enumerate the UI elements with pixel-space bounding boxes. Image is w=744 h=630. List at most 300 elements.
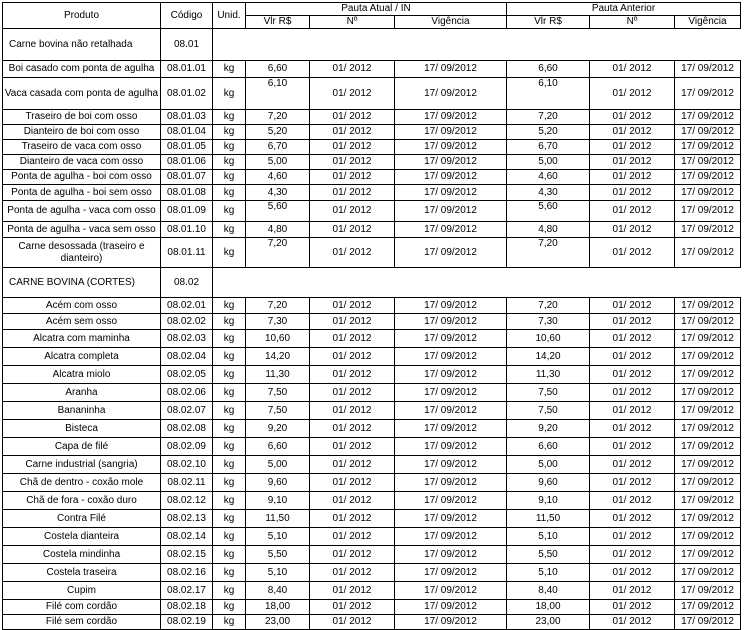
cell-unid: kg bbox=[213, 420, 246, 438]
cell-vigencia-anterior: 17/ 09/2012 bbox=[675, 528, 741, 546]
cell-produto: Aranha bbox=[3, 384, 161, 402]
cell-vlr-anterior: 7,30 bbox=[507, 314, 590, 330]
cell-codigo: 08.01.05 bbox=[161, 140, 213, 155]
cell-vlr-anterior: 6,10 bbox=[507, 78, 590, 110]
cell-vigencia-atual: 17/ 09/2012 bbox=[395, 78, 507, 110]
cell-vigencia-anterior: 17/ 09/2012 bbox=[675, 78, 741, 110]
col-codigo: Código bbox=[161, 3, 213, 29]
cell-num-anterior: 01/ 2012 bbox=[590, 201, 675, 222]
cell-unid: kg bbox=[213, 314, 246, 330]
cell-vlr-atual: 10,60 bbox=[246, 330, 310, 348]
cell-codigo: 08.01.11 bbox=[161, 238, 213, 268]
cell-codigo: 08.02.02 bbox=[161, 314, 213, 330]
table-row bbox=[3, 61, 741, 78]
cell-vigencia-anterior: 17/ 09/2012 bbox=[675, 402, 741, 420]
cell-vigencia-anterior: 17/ 09/2012 bbox=[675, 140, 741, 155]
cell-codigo: 08.01.09 bbox=[161, 201, 213, 222]
cell-vlr-atual: 5,00 bbox=[246, 155, 310, 170]
cell-vlr-atual: 6,60 bbox=[246, 61, 310, 78]
cell-vigencia-atual: 17/ 09/2012 bbox=[395, 155, 507, 170]
cell-vigencia-atual: 17/ 09/2012 bbox=[395, 492, 507, 510]
table-row bbox=[3, 222, 741, 238]
col-vlr-anterior: Vlr R$ bbox=[507, 16, 590, 29]
cell-num-atual: 01/ 2012 bbox=[310, 366, 395, 384]
cell-vigencia-anterior: 17/ 09/2012 bbox=[675, 546, 741, 564]
cell-codigo: 08.02.14 bbox=[161, 528, 213, 546]
cell-num-atual: 01/ 2012 bbox=[310, 615, 395, 630]
table-row bbox=[3, 155, 741, 170]
cell-num-atual: 01/ 2012 bbox=[310, 201, 395, 222]
cell-vigencia-atual: 17/ 09/2012 bbox=[395, 474, 507, 492]
cell-codigo: 08.02.07 bbox=[161, 402, 213, 420]
section-header-row bbox=[3, 29, 741, 61]
cell-num-anterior: 01/ 2012 bbox=[590, 546, 675, 564]
cell-num-anterior: 01/ 2012 bbox=[590, 474, 675, 492]
col-num-anterior: Nº bbox=[590, 16, 675, 29]
cell-vlr-atual: 9,10 bbox=[246, 492, 310, 510]
section-blank bbox=[213, 268, 741, 298]
cell-unid: kg bbox=[213, 600, 246, 615]
cell-produto: Costela dianteira bbox=[3, 528, 161, 546]
cell-vigencia-anterior: 17/ 09/2012 bbox=[675, 201, 741, 222]
section-header-row bbox=[3, 268, 741, 298]
table-row bbox=[3, 492, 741, 510]
cell-num-anterior: 01/ 2012 bbox=[590, 298, 675, 314]
cell-vigencia-atual: 17/ 09/2012 bbox=[395, 140, 507, 155]
cell-vlr-atual: 4,80 bbox=[246, 222, 310, 238]
cell-num-anterior: 01/ 2012 bbox=[590, 600, 675, 615]
cell-produto: Chã de fora - coxão duro bbox=[3, 492, 161, 510]
cell-vlr-atual: 7,50 bbox=[246, 402, 310, 420]
cell-vigencia-atual: 17/ 09/2012 bbox=[395, 314, 507, 330]
cell-unid: kg bbox=[213, 474, 246, 492]
cell-unid: kg bbox=[213, 238, 246, 268]
table-row bbox=[3, 582, 741, 600]
cell-num-anterior: 01/ 2012 bbox=[590, 582, 675, 600]
cell-vigencia-anterior: 17/ 09/2012 bbox=[675, 110, 741, 125]
cell-vlr-atual: 7,20 bbox=[246, 298, 310, 314]
cell-vlr-anterior: 11,30 bbox=[507, 366, 590, 384]
cell-vigencia-anterior: 17/ 09/2012 bbox=[675, 582, 741, 600]
cell-codigo: 08.02.01 bbox=[161, 298, 213, 314]
table-row bbox=[3, 384, 741, 402]
section-blank bbox=[213, 29, 741, 61]
cell-unid: kg bbox=[213, 456, 246, 474]
cell-codigo: 08.02.12 bbox=[161, 492, 213, 510]
cell-num-anterior: 01/ 2012 bbox=[590, 155, 675, 170]
cell-codigo: 08.01.07 bbox=[161, 170, 213, 185]
cell-num-anterior: 01/ 2012 bbox=[590, 348, 675, 366]
cell-vigencia-anterior: 17/ 09/2012 bbox=[675, 564, 741, 582]
table-header bbox=[3, 3, 741, 29]
table-row bbox=[3, 348, 741, 366]
cell-num-anterior: 01/ 2012 bbox=[590, 528, 675, 546]
cell-vigencia-atual: 17/ 09/2012 bbox=[395, 348, 507, 366]
cell-produto: Chã de dentro - coxão mole bbox=[3, 474, 161, 492]
cell-num-atual: 01/ 2012 bbox=[310, 600, 395, 615]
cell-num-anterior: 01/ 2012 bbox=[590, 222, 675, 238]
cell-unid: kg bbox=[213, 510, 246, 528]
cell-vigencia-atual: 17/ 09/2012 bbox=[395, 366, 507, 384]
cell-produto: Acém com osso bbox=[3, 298, 161, 314]
section-title: Carne bovina não retalhada bbox=[3, 29, 161, 61]
cell-vigencia-anterior: 17/ 09/2012 bbox=[675, 348, 741, 366]
cell-unid: kg bbox=[213, 222, 246, 238]
cell-vlr-anterior: 5,00 bbox=[507, 456, 590, 474]
cell-num-atual: 01/ 2012 bbox=[310, 492, 395, 510]
table-row bbox=[3, 125, 741, 140]
cell-produto: Traseiro de boi com osso bbox=[3, 110, 161, 125]
cell-produto: Filé sem cordão bbox=[3, 615, 161, 630]
cell-vigencia-anterior: 17/ 09/2012 bbox=[675, 384, 741, 402]
cell-codigo: 08.01.02 bbox=[161, 78, 213, 110]
table-row bbox=[3, 238, 741, 268]
cell-num-atual: 01/ 2012 bbox=[310, 170, 395, 185]
cell-unid: kg bbox=[213, 384, 246, 402]
cell-vlr-anterior: 6,60 bbox=[507, 61, 590, 78]
cell-vlr-anterior: 14,20 bbox=[507, 348, 590, 366]
cell-vigencia-anterior: 17/ 09/2012 bbox=[675, 125, 741, 140]
cell-codigo: 08.01.04 bbox=[161, 125, 213, 140]
cell-vigencia-atual: 17/ 09/2012 bbox=[395, 185, 507, 201]
cell-num-atual: 01/ 2012 bbox=[310, 582, 395, 600]
cell-codigo: 08.02.10 bbox=[161, 456, 213, 474]
cell-codigo: 08.02.05 bbox=[161, 366, 213, 384]
cell-vlr-atual: 7,20 bbox=[246, 110, 310, 125]
cell-vlr-anterior: 9,10 bbox=[507, 492, 590, 510]
cell-vlr-atual: 5,10 bbox=[246, 528, 310, 546]
table-row bbox=[3, 366, 741, 384]
cell-codigo: 08.02.08 bbox=[161, 420, 213, 438]
cell-vlr-anterior: 5,60 bbox=[507, 201, 590, 222]
cell-codigo: 08.01.03 bbox=[161, 110, 213, 125]
cell-produto: Ponta de agulha - vaca com osso bbox=[3, 201, 161, 222]
cell-unid: kg bbox=[213, 366, 246, 384]
cell-vigencia-atual: 17/ 09/2012 bbox=[395, 330, 507, 348]
cell-produto: Vaca casada com ponta de agulha bbox=[3, 78, 161, 110]
cell-num-anterior: 01/ 2012 bbox=[590, 78, 675, 110]
section-code: 08.01 bbox=[161, 29, 213, 61]
cell-num-atual: 01/ 2012 bbox=[310, 125, 395, 140]
cell-unid: kg bbox=[213, 61, 246, 78]
cell-vlr-atual: 6,60 bbox=[246, 438, 310, 456]
table-row bbox=[3, 402, 741, 420]
cell-vlr-anterior: 7,50 bbox=[507, 384, 590, 402]
cell-num-atual: 01/ 2012 bbox=[310, 110, 395, 125]
cell-num-anterior: 01/ 2012 bbox=[590, 110, 675, 125]
cell-vigencia-atual: 17/ 09/2012 bbox=[395, 110, 507, 125]
cell-vlr-anterior: 23,00 bbox=[507, 615, 590, 630]
cell-vlr-atual: 5,00 bbox=[246, 456, 310, 474]
cell-vlr-atual: 7,20 bbox=[246, 238, 310, 268]
cell-vigencia-anterior: 17/ 09/2012 bbox=[675, 510, 741, 528]
cell-vigencia-atual: 17/ 09/2012 bbox=[395, 564, 507, 582]
cell-vigencia-atual: 17/ 09/2012 bbox=[395, 600, 507, 615]
cell-vlr-anterior: 10,60 bbox=[507, 330, 590, 348]
cell-num-anterior: 01/ 2012 bbox=[590, 456, 675, 474]
cell-vigencia-anterior: 17/ 09/2012 bbox=[675, 155, 741, 170]
cell-num-atual: 01/ 2012 bbox=[310, 298, 395, 314]
table-row bbox=[3, 330, 741, 348]
cell-num-anterior: 01/ 2012 bbox=[590, 564, 675, 582]
cell-vigencia-atual: 17/ 09/2012 bbox=[395, 528, 507, 546]
cell-num-anterior: 01/ 2012 bbox=[590, 185, 675, 201]
table-row bbox=[3, 528, 741, 546]
cell-vigencia-atual: 17/ 09/2012 bbox=[395, 546, 507, 564]
cell-vlr-anterior: 5,10 bbox=[507, 528, 590, 546]
cell-vigencia-atual: 17/ 09/2012 bbox=[395, 61, 507, 78]
cell-vigencia-anterior: 17/ 09/2012 bbox=[675, 330, 741, 348]
cell-produto: Traseiro de vaca com osso bbox=[3, 140, 161, 155]
cell-produto: Alcatra miolo bbox=[3, 366, 161, 384]
cell-vlr-atual: 7,30 bbox=[246, 314, 310, 330]
table-row bbox=[3, 185, 741, 201]
cell-vlr-atual: 23,00 bbox=[246, 615, 310, 630]
table-row bbox=[3, 201, 741, 222]
cell-codigo: 08.02.13 bbox=[161, 510, 213, 528]
cell-produto: Dianteiro de vaca com osso bbox=[3, 155, 161, 170]
cell-vlr-anterior: 7,20 bbox=[507, 110, 590, 125]
cell-codigo: 08.02.06 bbox=[161, 384, 213, 402]
cell-unid: kg bbox=[213, 582, 246, 600]
table-row bbox=[3, 600, 741, 615]
group-pauta-anterior: Pauta Anterior bbox=[507, 3, 741, 16]
cell-vlr-anterior: 5,20 bbox=[507, 125, 590, 140]
cell-vlr-anterior: 4,80 bbox=[507, 222, 590, 238]
cell-vigencia-anterior: 17/ 09/2012 bbox=[675, 314, 741, 330]
table-row bbox=[3, 474, 741, 492]
cell-vigencia-atual: 17/ 09/2012 bbox=[395, 510, 507, 528]
cell-vlr-atual: 5,20 bbox=[246, 125, 310, 140]
cell-num-atual: 01/ 2012 bbox=[310, 78, 395, 110]
cell-unid: kg bbox=[213, 492, 246, 510]
cell-unid: kg bbox=[213, 528, 246, 546]
cell-produto: Cupim bbox=[3, 582, 161, 600]
cell-num-anterior: 01/ 2012 bbox=[590, 384, 675, 402]
cell-unid: kg bbox=[213, 438, 246, 456]
cell-produto: Contra Filé bbox=[3, 510, 161, 528]
cell-unid: kg bbox=[213, 564, 246, 582]
table-row bbox=[3, 615, 741, 630]
cell-num-anterior: 01/ 2012 bbox=[590, 420, 675, 438]
section-code: 08.02 bbox=[161, 268, 213, 298]
table-row bbox=[3, 510, 741, 528]
cell-num-atual: 01/ 2012 bbox=[310, 222, 395, 238]
table-row bbox=[3, 110, 741, 125]
cell-unid: kg bbox=[213, 615, 246, 630]
cell-vlr-anterior: 5,10 bbox=[507, 564, 590, 582]
cell-produto: Ponta de agulha - boi sem osso bbox=[3, 185, 161, 201]
cell-produto: Carne desossada (traseiro e dianteiro) bbox=[3, 238, 161, 268]
cell-vigencia-anterior: 17/ 09/2012 bbox=[675, 170, 741, 185]
cell-num-anterior: 01/ 2012 bbox=[590, 366, 675, 384]
cell-produto: Costela traseira bbox=[3, 564, 161, 582]
cell-num-anterior: 01/ 2012 bbox=[590, 615, 675, 630]
cell-num-atual: 01/ 2012 bbox=[310, 438, 395, 456]
cell-vigencia-anterior: 17/ 09/2012 bbox=[675, 298, 741, 314]
cell-codigo: 08.02.09 bbox=[161, 438, 213, 456]
cell-num-anterior: 01/ 2012 bbox=[590, 330, 675, 348]
cell-vlr-anterior: 5,00 bbox=[507, 155, 590, 170]
cell-vigencia-atual: 17/ 09/2012 bbox=[395, 222, 507, 238]
cell-vlr-atual: 6,10 bbox=[246, 78, 310, 110]
cell-unid: kg bbox=[213, 170, 246, 185]
cell-num-atual: 01/ 2012 bbox=[310, 384, 395, 402]
cell-produto: Capa de filé bbox=[3, 438, 161, 456]
cell-unid: kg bbox=[213, 155, 246, 170]
cell-produto: Ponta de agulha - boi com osso bbox=[3, 170, 161, 185]
cell-vlr-atual: 11,30 bbox=[246, 366, 310, 384]
cell-num-atual: 01/ 2012 bbox=[310, 314, 395, 330]
table-row bbox=[3, 456, 741, 474]
cell-unid: kg bbox=[213, 110, 246, 125]
cell-vigencia-atual: 17/ 09/2012 bbox=[395, 402, 507, 420]
cell-num-anterior: 01/ 2012 bbox=[590, 238, 675, 268]
cell-num-anterior: 01/ 2012 bbox=[590, 314, 675, 330]
table-row bbox=[3, 438, 741, 456]
cell-num-atual: 01/ 2012 bbox=[310, 402, 395, 420]
cell-vigencia-atual: 17/ 09/2012 bbox=[395, 238, 507, 268]
cell-num-atual: 01/ 2012 bbox=[310, 238, 395, 268]
section-title: CARNE BOVINA (CORTES) bbox=[3, 268, 161, 298]
cell-vigencia-atual: 17/ 09/2012 bbox=[395, 170, 507, 185]
cell-vlr-anterior: 7,20 bbox=[507, 298, 590, 314]
table-row bbox=[3, 170, 741, 185]
cell-codigo: 08.01.10 bbox=[161, 222, 213, 238]
col-vlr-atual: Vlr R$ bbox=[246, 16, 310, 29]
cell-vlr-anterior: 7,20 bbox=[507, 238, 590, 268]
cell-codigo: 08.02.04 bbox=[161, 348, 213, 366]
cell-codigo: 08.02.15 bbox=[161, 546, 213, 564]
pauta-table bbox=[2, 2, 741, 630]
cell-num-atual: 01/ 2012 bbox=[310, 420, 395, 438]
cell-produto: Ponta de agulha - vaca sem osso bbox=[3, 222, 161, 238]
cell-unid: kg bbox=[213, 348, 246, 366]
cell-vlr-anterior: 9,20 bbox=[507, 420, 590, 438]
cell-num-atual: 01/ 2012 bbox=[310, 474, 395, 492]
cell-num-anterior: 01/ 2012 bbox=[590, 492, 675, 510]
cell-vigencia-anterior: 17/ 09/2012 bbox=[675, 600, 741, 615]
cell-vlr-atual: 9,20 bbox=[246, 420, 310, 438]
cell-vlr-atual: 7,50 bbox=[246, 384, 310, 402]
cell-num-anterior: 01/ 2012 bbox=[590, 438, 675, 456]
cell-vlr-anterior: 6,70 bbox=[507, 140, 590, 155]
cell-codigo: 08.02.19 bbox=[161, 615, 213, 630]
cell-num-atual: 01/ 2012 bbox=[310, 528, 395, 546]
cell-codigo: 08.02.18 bbox=[161, 600, 213, 615]
cell-vigencia-anterior: 17/ 09/2012 bbox=[675, 61, 741, 78]
cell-num-anterior: 01/ 2012 bbox=[590, 170, 675, 185]
cell-vigencia-anterior: 17/ 09/2012 bbox=[675, 492, 741, 510]
cell-vlr-atual: 5,10 bbox=[246, 564, 310, 582]
cell-vlr-atual: 5,50 bbox=[246, 546, 310, 564]
cell-vigencia-atual: 17/ 09/2012 bbox=[395, 384, 507, 402]
cell-unid: kg bbox=[213, 185, 246, 201]
cell-codigo: 08.02.16 bbox=[161, 564, 213, 582]
cell-vlr-anterior: 8,40 bbox=[507, 582, 590, 600]
cell-vigencia-anterior: 17/ 09/2012 bbox=[675, 222, 741, 238]
cell-num-atual: 01/ 2012 bbox=[310, 155, 395, 170]
cell-vlr-atual: 14,20 bbox=[246, 348, 310, 366]
table-row bbox=[3, 420, 741, 438]
cell-vlr-atual: 18,00 bbox=[246, 600, 310, 615]
table-row bbox=[3, 314, 741, 330]
cell-vlr-atual: 6,70 bbox=[246, 140, 310, 155]
cell-unid: kg bbox=[213, 298, 246, 314]
cell-num-anterior: 01/ 2012 bbox=[590, 510, 675, 528]
cell-num-atual: 01/ 2012 bbox=[310, 546, 395, 564]
cell-unid: kg bbox=[213, 125, 246, 140]
table-body bbox=[3, 29, 741, 630]
cell-vigencia-atual: 17/ 09/2012 bbox=[395, 298, 507, 314]
cell-vigencia-atual: 17/ 09/2012 bbox=[395, 582, 507, 600]
cell-num-atual: 01/ 2012 bbox=[310, 510, 395, 528]
cell-codigo: 08.01.01 bbox=[161, 61, 213, 78]
cell-vlr-anterior: 11,50 bbox=[507, 510, 590, 528]
table-row bbox=[3, 140, 741, 155]
cell-num-atual: 01/ 2012 bbox=[310, 185, 395, 201]
cell-vigencia-atual: 17/ 09/2012 bbox=[395, 420, 507, 438]
cell-num-atual: 01/ 2012 bbox=[310, 348, 395, 366]
col-unid: Unid. bbox=[213, 3, 246, 29]
cell-produto: Bisteca bbox=[3, 420, 161, 438]
cell-vigencia-atual: 17/ 09/2012 bbox=[395, 438, 507, 456]
cell-vigencia-anterior: 17/ 09/2012 bbox=[675, 474, 741, 492]
cell-produto: Filé com cordão bbox=[3, 600, 161, 615]
cell-vigencia-anterior: 17/ 09/2012 bbox=[675, 420, 741, 438]
group-pauta-atual: Pauta Atual / IN bbox=[246, 3, 507, 16]
cell-num-atual: 01/ 2012 bbox=[310, 330, 395, 348]
cell-vlr-anterior: 5,50 bbox=[507, 546, 590, 564]
table-row bbox=[3, 564, 741, 582]
cell-num-atual: 01/ 2012 bbox=[310, 456, 395, 474]
cell-produto: Bananinha bbox=[3, 402, 161, 420]
cell-vlr-anterior: 18,00 bbox=[507, 600, 590, 615]
cell-num-atual: 01/ 2012 bbox=[310, 564, 395, 582]
cell-vigencia-anterior: 17/ 09/2012 bbox=[675, 185, 741, 201]
cell-vlr-atual: 4,30 bbox=[246, 185, 310, 201]
cell-produto: Dianteiro de boi com osso bbox=[3, 125, 161, 140]
cell-vigencia-anterior: 17/ 09/2012 bbox=[675, 456, 741, 474]
cell-vigencia-anterior: 17/ 09/2012 bbox=[675, 366, 741, 384]
cell-codigo: 08.01.08 bbox=[161, 185, 213, 201]
cell-vlr-anterior: 4,30 bbox=[507, 185, 590, 201]
cell-vlr-atual: 9,60 bbox=[246, 474, 310, 492]
cell-num-atual: 01/ 2012 bbox=[310, 61, 395, 78]
cell-vlr-anterior: 4,60 bbox=[507, 170, 590, 185]
cell-vigencia-atual: 17/ 09/2012 bbox=[395, 201, 507, 222]
col-vigencia-atual: Vigência bbox=[395, 16, 507, 29]
cell-codigo: 08.01.06 bbox=[161, 155, 213, 170]
cell-produto: Alcatra completa bbox=[3, 348, 161, 366]
cell-vigencia-atual: 17/ 09/2012 bbox=[395, 125, 507, 140]
cell-unid: kg bbox=[213, 330, 246, 348]
cell-unid: kg bbox=[213, 402, 246, 420]
cell-produto: Acém sem osso bbox=[3, 314, 161, 330]
cell-vlr-atual: 8,40 bbox=[246, 582, 310, 600]
cell-vlr-atual: 5,60 bbox=[246, 201, 310, 222]
cell-produto: Carne industrial (sangria) bbox=[3, 456, 161, 474]
cell-produto: Boi casado com ponta de agulha bbox=[3, 61, 161, 78]
cell-unid: kg bbox=[213, 140, 246, 155]
cell-produto: Alcatra com maminha bbox=[3, 330, 161, 348]
col-num-atual: Nº bbox=[310, 16, 395, 29]
cell-codigo: 08.02.11 bbox=[161, 474, 213, 492]
table-row bbox=[3, 78, 741, 110]
cell-unid: kg bbox=[213, 78, 246, 110]
col-produto: Produto bbox=[3, 3, 161, 29]
cell-vlr-anterior: 6,60 bbox=[507, 438, 590, 456]
